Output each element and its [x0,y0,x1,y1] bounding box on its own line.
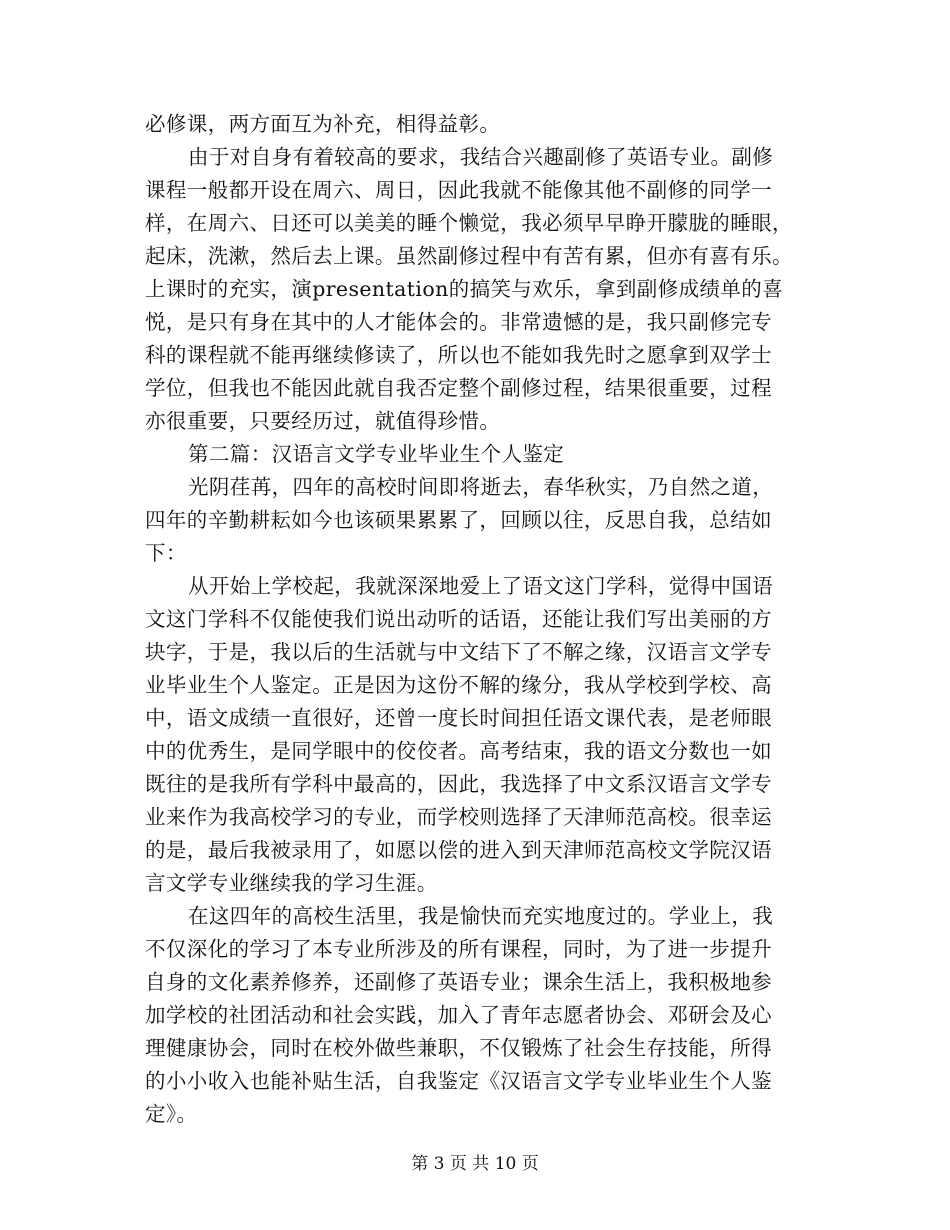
text-line: 上课时的充实，演presentation的搞笑与欢乐，拿到副修成绩单的喜 [145,277,784,301]
text-line: 中，语文成绩一直很好，还曾一度长时间担任语文课代表，是老师眼 [145,706,772,730]
text-line: 言文学专业继续我的学习生涯。 [145,871,438,895]
text-line: 块字，于是，我以后的生活就与中文结下了不解之缘，汉语言文学专 [145,640,772,664]
text-line: 由于对自身有着较高的要求，我结合兴趣副修了英语专业。副修 [188,145,774,169]
text-line: 起床，洗漱，然后去上课。虽然副修过程中有苦有累，但亦有喜有乐。 [145,244,793,268]
text-line: 业来作为我高校学习的专业，而学校则选择了天津师范高校。很幸运 [145,805,772,829]
text-line: 的小小收入也能补贴生活，自我鉴定《汉语言文学专业毕业生个人鉴 [145,1069,772,1093]
text-line: 学位，但我也不能因此就自我否定整个副修过程，结果很重要，过程 [145,376,772,400]
text-line: 亦很重要，只要经历过，就值得珍惜。 [145,409,501,433]
text-line: 悦，是只有身在其中的人才能体会的。非常遗憾的是，我只副修完专 [145,310,772,334]
text-line: 不仅深化的学习了本专业所涉及的所有课程，同时，为了进一步提升 [145,937,772,961]
text-line: 文这门学科不仅能使我们说出动听的话语，还能让我们写出美丽的方 [145,607,772,631]
text-line: 加学校的社团活动和社会实践，加入了青年志愿者协会、邓研会及心 [145,1003,772,1027]
text-line: 既往的是我所有学科中最高的，因此，我选择了中文系汉语言文学专 [145,772,772,796]
text-line: 定》。 [145,1102,198,1126]
section-heading: 第二篇：汉语言文学专业毕业生个人鉴定 [188,442,565,466]
text-line: 业毕业生个人鉴定。正是因为这份不解的缘分，我从学校到学校、高 [145,673,772,697]
text-line: 的是，最后我被录用了，如愿以偿的进入到天津师范高校文学院汉语 [145,838,772,862]
text-line: 下： [145,541,187,565]
text-line: 理健康协会，同时在校外做些兼职，不仅锻炼了社会生存技能，所得 [145,1036,772,1060]
text-line: 必修课，两方面互为补充，相得益彰。 [145,112,501,136]
text-line: 从开始上学校起，我就深深地爱上了语文这门学科，觉得中国语 [188,574,774,598]
page-number-footer: 第 3 页 共 10 页 [411,1154,539,1174]
text-line: 自身的文化素养修养，还副修了英语专业；课余生活上，我积极地参 [145,970,772,994]
text-line: 四年的辛勤耕耘如今也该硕果累累了，回顾以往，反思自我，总结如 [145,508,772,532]
text-line: 样，在周六、日还可以美美的睡个懒觉，我必须早早睁开朦胧的睡眼， [145,211,793,235]
text-line: 在这四年的高校生活里，我是愉快而充实地度过的。学业上，我 [188,904,774,928]
text-line: 科的课程就不能再继续修读了，所以也不能如我先时之愿拿到双学士 [145,343,772,367]
text-line: 课程一般都开设在周六、周日，因此我就不能像其他不副修的同学一 [145,178,772,202]
text-line: 光阴荏苒，四年的高校时间即将逝去，春华秋实，乃自然之道， [188,475,774,499]
text-line: 中的优秀生，是同学眼中的佼佼者。高考结束，我的语文分数也一如 [145,739,772,763]
